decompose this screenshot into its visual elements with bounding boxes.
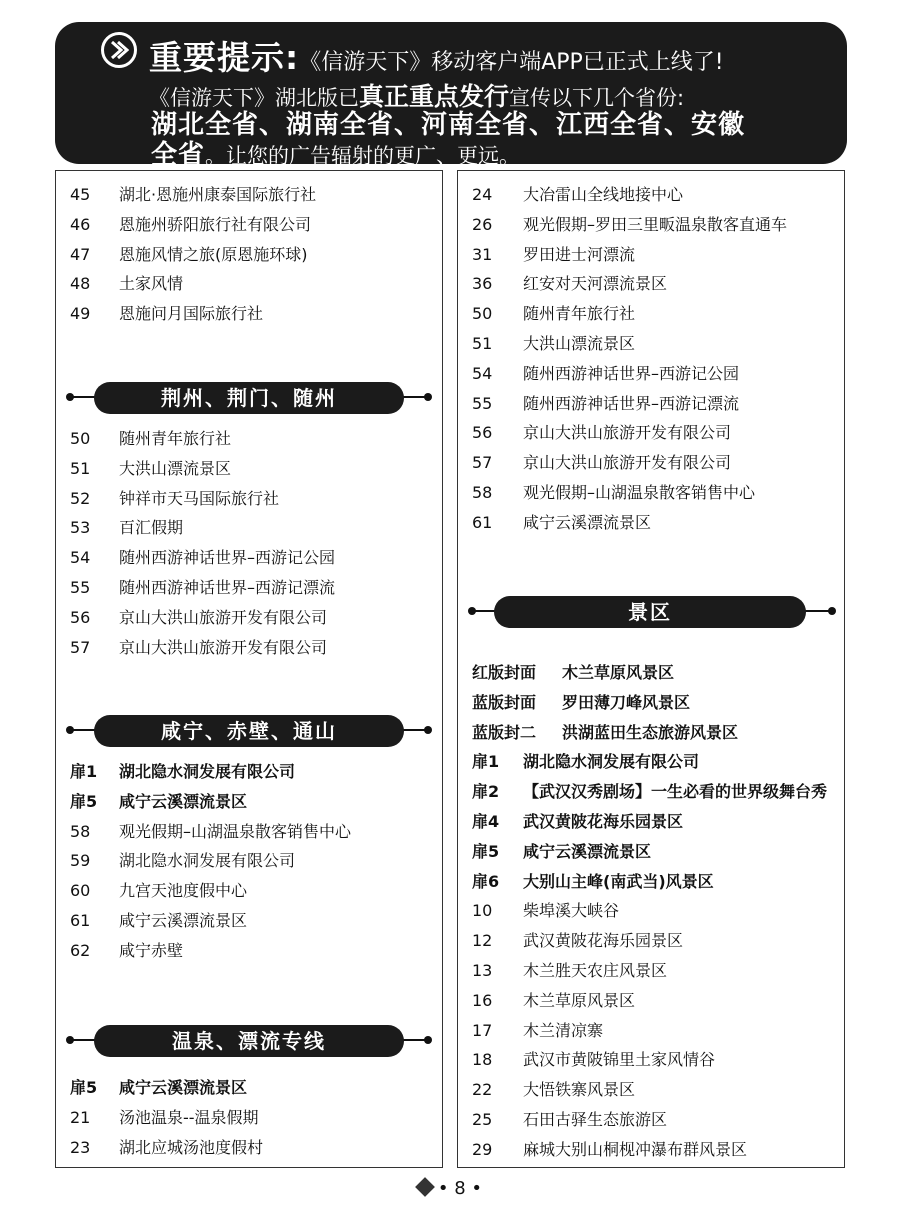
list-item: 扉2 【武汉汉秀剧场】一生必看的世界级舞台秀 <box>472 782 828 802</box>
list-item: 17 木兰清凉寨 <box>472 1020 604 1040</box>
xianning-list <box>56 757 442 966</box>
play-arrow-icon <box>101 32 137 68</box>
list-item: 25 石田古驿生态旅游区 <box>472 1109 668 1129</box>
list-item: 12 武汉黄陂花海乐园景区 <box>472 931 684 951</box>
page-footer <box>0 1178 900 1200</box>
list-item: 52 钟祥市天马国际旅行社 <box>70 488 280 508</box>
hotspring-list <box>56 1073 442 1162</box>
list-item: 22 大悟铁寨风景区 <box>472 1080 636 1100</box>
list-item: 61 咸宁云溪漂流景区 <box>70 910 248 930</box>
list-item: 扉5 咸宁云溪漂流景区 <box>70 1078 248 1097</box>
section-title: 温泉、漂流专线 <box>94 1025 404 1057</box>
list-item: 50 随州青年旅行社 <box>472 304 636 324</box>
list-item: 蓝版封面 罗田薄刀峰风景区 <box>472 692 691 712</box>
list-item: 57 京山大洪山旅游开发有限公司 <box>472 453 732 473</box>
page-number: • 8 • <box>437 1178 483 1199</box>
section-title: 荆州、荆门、随州 <box>94 382 404 414</box>
list-item: 24 大冶雷山全线地接中心 <box>472 185 684 204</box>
left-column <box>55 170 443 1168</box>
list-item: 扉5 咸宁云溪漂流景区 <box>70 791 248 811</box>
list-item: 60 九宫天池度假中心 <box>70 881 248 901</box>
right-column <box>457 170 845 1168</box>
list-item: 61 咸宁云溪漂流景区 <box>472 512 652 532</box>
banner-line-1 <box>149 32 724 79</box>
list-item: 62 咸宁赤壁 <box>70 940 184 960</box>
list-item: 16 木兰草原风景区 <box>472 990 636 1010</box>
list-item: 26 观光假期–罗田三里畈温泉散客直通车 <box>472 214 788 234</box>
list-item: 36 红安对天河漂流景区 <box>472 274 668 294</box>
list-item: 29 麻城大别山桐枧冲瀑布群风景区 <box>472 1139 748 1159</box>
list-item: 51 大洪山漂流景区 <box>472 333 636 353</box>
banner-line-2-strong: 真正重点发行 <box>359 82 510 111</box>
list-item: 57 京山大洪山旅游开发有限公司 <box>70 637 328 657</box>
list-item: 18 武汉市黄陂锦里土家风情谷 <box>472 1050 716 1070</box>
list-item: 扉6 大别山主峰(南武当)风景区 <box>472 871 714 891</box>
banner-app-text: 《信游天下》移动客户端APP已正式上线了! <box>299 50 724 75</box>
banner-line-2-pre: 《信游天下》湖北版已 <box>149 86 359 110</box>
rule-dot <box>424 393 432 401</box>
list-item: 54 随州西游神话世界–西游记公园 <box>472 363 740 383</box>
jingzhou-list <box>56 424 442 662</box>
list-item: 55 随州西游神话世界–西游记漂流 <box>472 393 740 413</box>
list-item: 21 汤池温泉--温泉假期 <box>70 1107 259 1127</box>
rule-dot <box>424 1036 432 1044</box>
list-item: 扉4 武汉黄陂花海乐园景区 <box>472 811 684 831</box>
banner-line-4-post: 。让您的广告辐射的更广、更远。 <box>205 144 521 168</box>
list-item: 48 土家风情 <box>70 274 184 294</box>
banner-line-3: 湖北全省、湖南全省、河南全省、江西全省、安徽 <box>151 110 746 140</box>
list-item: 50 随州青年旅行社 <box>70 429 232 448</box>
list-item: 54 随州西游神话世界–西游记公园 <box>70 548 336 568</box>
list-item: 红版封面 木兰草原风景区 <box>472 663 675 682</box>
section-heading-hotspring <box>56 1025 442 1055</box>
list-item: 46 恩施州骄阳旅行社有限公司 <box>70 214 312 234</box>
section-heading-scenic <box>458 596 844 626</box>
section-heading-jingzhou <box>56 382 442 412</box>
scenic-list <box>458 658 844 1165</box>
list-item: 45 湖北·恩施州康泰国际旅行社 <box>70 185 317 204</box>
list-item: 47 恩施风情之旅(原恩施环球) <box>70 244 308 264</box>
list-item: 59 湖北隐水洞发展有限公司 <box>70 851 296 871</box>
list-item: 扉1 湖北隐水洞发展有限公司 <box>70 762 296 781</box>
list-item: 13 木兰胜天农庄风景区 <box>472 960 668 980</box>
section-title: 景区 <box>494 596 806 628</box>
list-item: 56 京山大洪山旅游开发有限公司 <box>472 423 732 443</box>
list-item: 56 京山大洪山旅游开发有限公司 <box>70 607 328 627</box>
list-item: 58 观光假期–山湖温泉散客销售中心 <box>472 482 756 502</box>
list-item: 扉1 湖北隐水洞发展有限公司 <box>472 752 700 772</box>
list-item: 55 随州西游神话世界–西游记漂流 <box>70 577 336 597</box>
banner-line-4 <box>151 134 520 171</box>
list-item: 58 观光假期–山湖温泉散客销售中心 <box>70 821 352 841</box>
banner-line-4-strong: 全省 <box>151 140 206 170</box>
section-heading-xianning <box>56 715 442 745</box>
rule-dot <box>424 726 432 734</box>
banner-line-2-post: 宣传以下几个省份: <box>509 86 685 110</box>
enshi-list <box>56 180 442 329</box>
right-top-list <box>458 180 844 538</box>
list-item: 49 恩施问月国际旅行社 <box>70 304 264 324</box>
list-item: 蓝版封二 洪湖蓝田生态旅游风景区 <box>472 722 739 742</box>
banner-title: 重要提示: <box>149 38 300 77</box>
list-item: 51 大洪山漂流景区 <box>70 458 232 478</box>
list-item: 10 柴埠溪大峡谷 <box>472 901 620 921</box>
rule-dot <box>828 607 836 615</box>
notice-banner <box>55 22 847 170</box>
list-item: 扉5 咸宁云溪漂流景区 <box>472 841 652 861</box>
list-item: 31 罗田进士河漂流 <box>472 244 636 264</box>
list-item: 23 湖北应城汤池度假村 <box>70 1137 264 1157</box>
blue-edition-diamond-icon <box>415 1177 435 1197</box>
list-item: 53 百汇假期 <box>70 518 184 538</box>
section-title: 咸宁、赤壁、通山 <box>94 715 404 747</box>
